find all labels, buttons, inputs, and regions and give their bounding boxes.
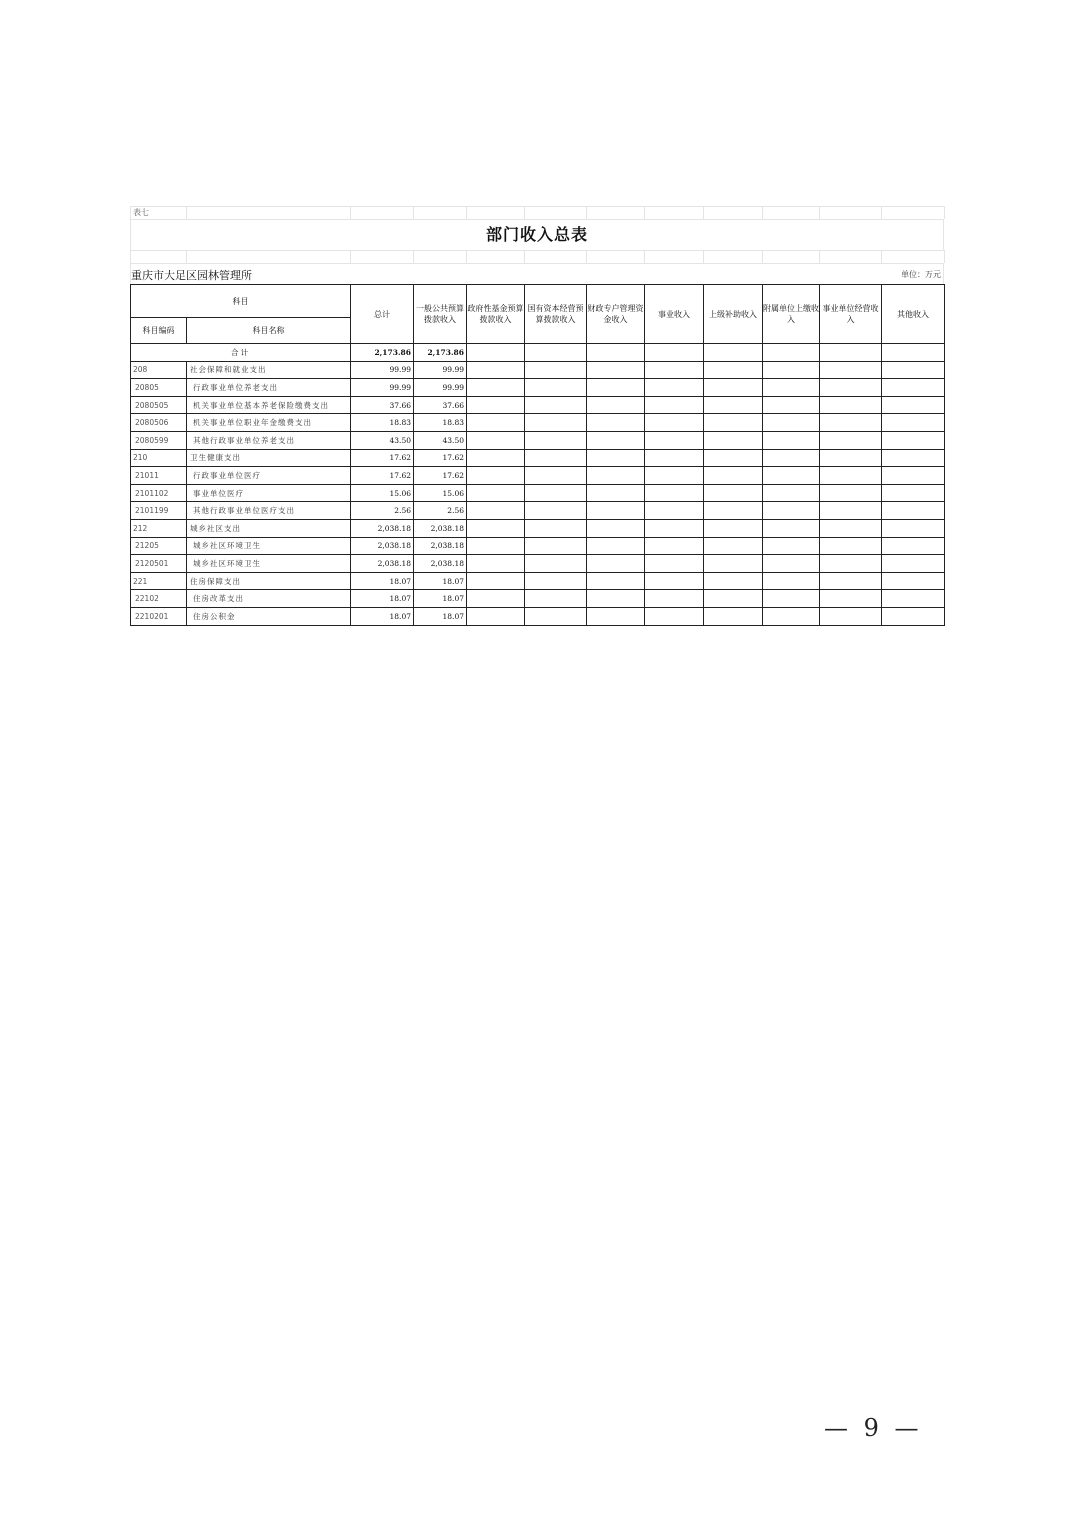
empty-cell [820, 379, 882, 397]
empty-cell [587, 537, 645, 555]
row-general-budget: 99.99 [414, 361, 467, 379]
sheet-label-row [130, 206, 944, 219]
total-row [131, 344, 945, 362]
page-number: — 9 — [824, 1414, 923, 1442]
empty-cell [704, 607, 763, 625]
header-total: 总计 [351, 285, 414, 344]
empty-cell [467, 449, 525, 467]
empty-cell [820, 590, 882, 608]
empty-cell [525, 431, 587, 449]
empty-cell [525, 484, 587, 502]
empty-cell [820, 537, 882, 555]
row-total: 18.07 [351, 572, 414, 590]
row-general-budget: 18.07 [414, 572, 467, 590]
empty-cell [704, 519, 763, 537]
empty-cell [820, 414, 882, 432]
subject-code: 2080505 [131, 396, 187, 414]
empty-cell [704, 361, 763, 379]
subject-code: 2080599 [131, 431, 187, 449]
empty-cell [882, 431, 945, 449]
table-row [131, 467, 945, 485]
row-total: 43.50 [351, 431, 414, 449]
table-row [131, 537, 945, 555]
row-total: 18.07 [351, 590, 414, 608]
empty-cell [763, 607, 820, 625]
subject-name: 行政事业单位医疗 [187, 467, 351, 485]
row-general-budget: 2,038.18 [414, 519, 467, 537]
empty-cell [882, 484, 945, 502]
income-table [130, 284, 945, 626]
header-superior-subsidy: 上级补助收入 [704, 285, 763, 344]
empty-cell [820, 572, 882, 590]
subject-code: 2101199 [131, 502, 187, 520]
header-business-income: 事业收入 [645, 285, 704, 344]
row-general-budget: 18.07 [414, 590, 467, 608]
empty-cell [763, 396, 820, 414]
empty-cell [704, 502, 763, 520]
empty-cell [525, 519, 587, 537]
empty-cell [587, 519, 645, 537]
empty-cell [820, 484, 882, 502]
empty-cell [587, 467, 645, 485]
subject-code: 2120501 [131, 555, 187, 573]
empty-cell [645, 361, 704, 379]
empty-cell [763, 572, 820, 590]
empty-cell [645, 431, 704, 449]
empty-cell [704, 431, 763, 449]
subject-code: 212 [131, 519, 187, 537]
empty-cell [820, 467, 882, 485]
row-total: 17.62 [351, 467, 414, 485]
empty-cell [467, 379, 525, 397]
subject-name: 住房保障支出 [187, 572, 351, 590]
row-general-budget: 15.06 [414, 484, 467, 502]
empty-cell [525, 396, 587, 414]
empty-cell [820, 555, 882, 573]
empty-cell [704, 484, 763, 502]
empty-cell [525, 502, 587, 520]
row-general-budget: 17.62 [414, 467, 467, 485]
empty-cell [704, 379, 763, 397]
empty-cell [587, 572, 645, 590]
row-general-budget: 2,038.18 [414, 555, 467, 573]
table-row [131, 431, 945, 449]
empty-cell [704, 572, 763, 590]
subject-code: 22102 [131, 590, 187, 608]
empty-cell [467, 396, 525, 414]
table-row [131, 396, 945, 414]
header-other-income: 其他收入 [882, 285, 945, 344]
empty-cell [525, 449, 587, 467]
empty-cell [882, 361, 945, 379]
empty-cell [645, 555, 704, 573]
empty-cell [763, 590, 820, 608]
empty-cell [763, 467, 820, 485]
row-total: 2.56 [351, 502, 414, 520]
row-general-budget: 2.56 [414, 502, 467, 520]
empty-cell [704, 396, 763, 414]
empty-cell [704, 537, 763, 555]
empty-cell [820, 396, 882, 414]
org-name: 重庆市大足区园林管理所 [131, 269, 252, 282]
row-general-budget: 43.50 [414, 431, 467, 449]
empty-cell [763, 414, 820, 432]
empty-cell [467, 607, 525, 625]
total-amount: 2,173.86 [351, 344, 414, 362]
header-affiliated-income: 附属单位上缴收入 [763, 285, 820, 344]
empty-cell [820, 361, 882, 379]
empty-cell [882, 607, 945, 625]
org-row [130, 263, 944, 284]
empty-cell [704, 555, 763, 573]
empty-cell [645, 537, 704, 555]
row-total: 2,038.18 [351, 537, 414, 555]
header-state-capital: 国有资本经营预算拨款收入 [525, 285, 587, 344]
empty-cell [467, 431, 525, 449]
subject-code: 2101102 [131, 484, 187, 502]
empty-cell [882, 414, 945, 432]
table-row [131, 519, 945, 537]
empty-cell [704, 467, 763, 485]
header-gov-fund: 政府性基金预算拨款收入 [467, 285, 525, 344]
empty-cell [882, 379, 945, 397]
empty-cell [525, 590, 587, 608]
empty-cell [467, 484, 525, 502]
empty-cell [645, 484, 704, 502]
empty-cell [467, 590, 525, 608]
row-general-budget: 37.66 [414, 396, 467, 414]
empty-cell [763, 379, 820, 397]
subject-code: 210 [131, 449, 187, 467]
empty-cell [882, 502, 945, 520]
table-row [131, 414, 945, 432]
empty-cell [587, 414, 645, 432]
empty-cell [820, 431, 882, 449]
empty-cell [704, 590, 763, 608]
empty-cell [704, 449, 763, 467]
empty-cell [467, 361, 525, 379]
header-subject-group: 科目 [131, 285, 351, 318]
subject-name: 其他行政事业单位医疗支出 [187, 502, 351, 520]
empty-cell [820, 449, 882, 467]
empty-cell [587, 379, 645, 397]
table-row [131, 502, 945, 520]
empty-cell [882, 555, 945, 573]
empty-cell [587, 431, 645, 449]
empty-cell [763, 431, 820, 449]
subject-code: 21205 [131, 537, 187, 555]
empty-cell [763, 449, 820, 467]
empty-cell [525, 414, 587, 432]
subject-code: 2210201 [131, 607, 187, 625]
empty-cell [763, 361, 820, 379]
empty-cell [587, 590, 645, 608]
page-title: 部门收入总表 [130, 219, 944, 250]
subject-code: 208 [131, 361, 187, 379]
empty-cell [882, 396, 945, 414]
empty-cell [467, 519, 525, 537]
empty-cell [525, 607, 587, 625]
empty-cell [645, 519, 704, 537]
empty-cell [525, 572, 587, 590]
empty-cell [467, 502, 525, 520]
empty-cell [525, 555, 587, 573]
empty-cell [645, 467, 704, 485]
empty-cell [645, 449, 704, 467]
subject-code: 20805 [131, 379, 187, 397]
subject-code: 21011 [131, 467, 187, 485]
header-subject-code: 科目编码 [131, 318, 187, 344]
empty-cell [467, 572, 525, 590]
subject-name: 卫生健康支出 [187, 449, 351, 467]
table-row [131, 555, 945, 573]
empty-cell [645, 379, 704, 397]
empty-cell [467, 467, 525, 485]
empty-cell [763, 537, 820, 555]
empty-cell [525, 379, 587, 397]
subject-name: 住房公积金 [187, 607, 351, 625]
row-total: 18.07 [351, 607, 414, 625]
subject-name: 住房改革支出 [187, 590, 351, 608]
subject-name: 机关事业单位职业年金缴费支出 [187, 414, 351, 432]
subject-name: 其他行政事业单位养老支出 [187, 431, 351, 449]
table-row [131, 572, 945, 590]
empty-cell [704, 414, 763, 432]
empty-cell [587, 502, 645, 520]
row-total: 99.99 [351, 361, 414, 379]
subject-code: 2080506 [131, 414, 187, 432]
empty-cell [882, 590, 945, 608]
empty-cell [645, 396, 704, 414]
subject-name: 行政事业单位养老支出 [187, 379, 351, 397]
empty-cell [882, 467, 945, 485]
table-row [131, 590, 945, 608]
header-operating-income: 事业单位经营收入 [820, 285, 882, 344]
empty-cell [763, 555, 820, 573]
subject-name: 城乡社区环境卫生 [187, 555, 351, 573]
row-total: 37.66 [351, 396, 414, 414]
unit-label: 单位：万元 [901, 270, 941, 279]
row-general-budget: 18.83 [414, 414, 467, 432]
subject-code: 221 [131, 572, 187, 590]
row-total: 15.06 [351, 484, 414, 502]
empty-cell [820, 607, 882, 625]
empty-cell [763, 484, 820, 502]
total-label: 合计 [131, 344, 351, 362]
table-label: 表七 [131, 206, 187, 219]
empty-cell [882, 572, 945, 590]
empty-cell [467, 555, 525, 573]
table-row [131, 607, 945, 625]
table-row [131, 484, 945, 502]
row-general-budget: 17.62 [414, 449, 467, 467]
subject-name: 城乡社区支出 [187, 519, 351, 537]
empty-cell [763, 519, 820, 537]
subject-name: 社会保障和就业支出 [187, 361, 351, 379]
empty-cell [587, 361, 645, 379]
empty-cell [587, 484, 645, 502]
empty-cell [587, 449, 645, 467]
row-total: 17.62 [351, 449, 414, 467]
table-row [131, 379, 945, 397]
empty-cell [587, 396, 645, 414]
row-total: 18.83 [351, 414, 414, 432]
subject-name: 机关事业单位基本养老保险缴费支出 [187, 396, 351, 414]
empty-cell [645, 572, 704, 590]
empty-cell [645, 502, 704, 520]
empty-cell [820, 519, 882, 537]
empty-cell [587, 607, 645, 625]
header-fiscal-special: 财政专户管理资金收入 [587, 285, 645, 344]
empty-cell [882, 449, 945, 467]
blank-row [130, 250, 944, 263]
empty-cell [587, 555, 645, 573]
empty-cell [525, 537, 587, 555]
income-summary-sheet [130, 206, 944, 626]
row-general-budget: 18.07 [414, 607, 467, 625]
row-total: 99.99 [351, 379, 414, 397]
empty-cell [645, 590, 704, 608]
header-general-budget: 一般公共预算拨款收入 [414, 285, 467, 344]
header-subject-name: 科目名称 [187, 318, 351, 344]
row-general-budget: 2,038.18 [414, 537, 467, 555]
table-row [131, 449, 945, 467]
empty-cell [467, 537, 525, 555]
empty-cell [882, 537, 945, 555]
empty-cell [525, 467, 587, 485]
empty-cell [820, 502, 882, 520]
row-total: 2,038.18 [351, 519, 414, 537]
table-row [131, 361, 945, 379]
subject-name: 事业单位医疗 [187, 484, 351, 502]
empty-cell [645, 607, 704, 625]
subject-name: 城乡社区环境卫生 [187, 537, 351, 555]
row-general-budget: 99.99 [414, 379, 467, 397]
empty-cell [882, 519, 945, 537]
empty-cell [763, 502, 820, 520]
empty-cell [645, 414, 704, 432]
row-total: 2,038.18 [351, 555, 414, 573]
empty-cell [525, 361, 587, 379]
empty-cell [467, 414, 525, 432]
total-general-budget: 2,173.86 [414, 344, 467, 362]
